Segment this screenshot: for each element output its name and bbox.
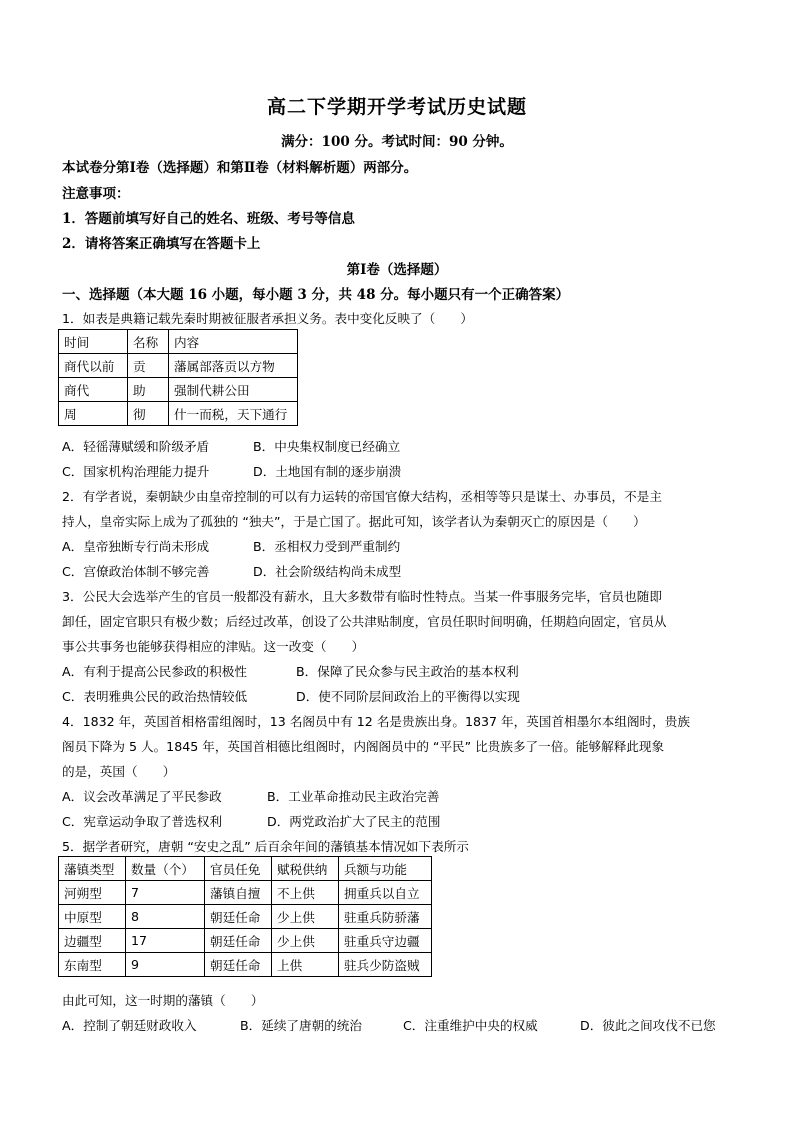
question-2-option-b: B．丞相权力受到严重制约 <box>253 539 401 554</box>
table-cell: 赋税供纳 <box>272 857 339 881</box>
table-row <box>59 881 432 905</box>
question-3-option-a: A．有利于提高公民参政的积极性 <box>62 664 247 679</box>
table-cell: 藩镇类型 <box>59 857 126 881</box>
question-4-line-2: 阁员下降为 5 人。1845 年，英国首相德比组阁时，内阁阁员中的 “平民” 比贵族多了一倍。能够解释此现象 <box>62 739 665 754</box>
table-cell: 7 <box>126 881 205 905</box>
question-1-option-d: D．土地国有制的逐步崩溃 <box>253 464 402 479</box>
question-5-stem: 5．据学者研究，唐朝 “安史之乱” 后百余年间的藩镇基本情况如下表所示 <box>62 839 469 854</box>
question-2-option-a: A．皇帝独断专行尚未形成 <box>62 539 210 554</box>
exam-title: 高二下学期开学考试历史试题 <box>266 96 527 118</box>
question-5-table <box>58 856 432 977</box>
table-row <box>59 354 298 378</box>
table-cell: 内容 <box>169 330 298 354</box>
table-cell: 名称 <box>128 330 169 354</box>
question-3-option-c: C．表明雅典公民的政治热情较低 <box>62 689 248 704</box>
table-row <box>59 905 432 929</box>
table-cell: 助 <box>128 378 169 402</box>
table-row <box>59 953 432 977</box>
question-5-option-b: B．延续了唐朝的统治 <box>240 1018 362 1033</box>
question-1-table <box>58 329 298 426</box>
table-cell: 强制代耕公田 <box>169 378 298 402</box>
table-cell: 驻重兵防骄藩 <box>339 905 432 929</box>
table-cell: 朝廷任命 <box>205 953 272 977</box>
table-cell: 官员任免 <box>205 857 272 881</box>
table-cell: 中原型 <box>59 905 126 929</box>
question-1-stem: 1．如表是典籍记载先秦时期被征服者承担义务。表中变化反映了（ ） <box>62 311 474 326</box>
question-5-conclusion: 由此可知，这一时期的藩镇（ ） <box>62 993 264 1008</box>
table-cell: 驻重兵守边疆 <box>339 929 432 953</box>
table-cell: 时间 <box>59 330 128 354</box>
table-cell: 河朔型 <box>59 881 126 905</box>
question-1-option-b: B．中央集权制度已经确立 <box>253 439 401 454</box>
question-5-option-a: A．控制了朝廷财政收入 <box>62 1018 197 1033</box>
table-cell: 藩属部落贡以方物 <box>169 354 298 378</box>
question-1-option-c: C．国家机构治理能力提升 <box>62 464 210 479</box>
question-1-option-a: A．轻徭薄赋缓和阶级矛盾 <box>62 439 210 454</box>
table-cell: 17 <box>126 929 205 953</box>
table-cell: 上供 <box>272 953 339 977</box>
table-row <box>59 402 298 426</box>
question-5-option-d: D．彼此之间攻伐不已您 <box>580 1018 716 1033</box>
exam-intro: 本试卷分第Ⅰ卷（选择题）和第Ⅱ卷（材料解析题）两部分。 <box>62 160 418 176</box>
notice-title: 注意事项： <box>62 186 130 202</box>
table-cell: 不上供 <box>272 881 339 905</box>
table-cell: 9 <box>126 953 205 977</box>
section-heading: 一、选择题（本大题 16 小题，每小题 3 分，共 48 分。每小题只有一个正确答案） <box>62 287 570 303</box>
question-3-option-d: D．使不同阶层间政治上的平衡得以实现 <box>296 689 520 704</box>
table-row <box>59 378 298 402</box>
table-cell: 商代以前 <box>59 354 128 378</box>
table-cell: 兵额与功能 <box>339 857 432 881</box>
question-4-option-a: A．议会改革满足了平民参政 <box>62 789 222 804</box>
question-4-option-d: D．两党政治扩大了民主的范围 <box>267 814 441 829</box>
table-cell: 商代 <box>59 378 128 402</box>
question-4-line-1: 4．1832 年，英国首相格雷组阁时，13 名阁员中有 12 名是贵族出身。1837 年，英国首相墨尔本组阁时，贵族 <box>62 714 690 729</box>
notice-item-2: 2．请将答案正确填写在答题卡上 <box>62 236 261 252</box>
table-cell: 彻 <box>128 402 169 426</box>
question-2-option-c: C．宫僚政治体制不够完善 <box>62 564 210 579</box>
table-cell: 什一而税，天下通行 <box>169 402 298 426</box>
table-cell: 贡 <box>128 354 169 378</box>
question-3-line-1: 3．公民大会选举产生的官员一般都没有薪水，且大多数带有临时性特点。当某一件事服务完毕，官员也随即 <box>62 589 662 604</box>
table-cell: 藩镇自擅 <box>205 881 272 905</box>
question-3-line-2: 卸任，固定官职只有极少数；后经过改革，创设了公共津贴制度，官员任职时间明确，任期趋向固定，官员从 <box>62 614 667 629</box>
table-row <box>59 929 432 953</box>
question-5-option-c: C．注重维护中央的权威 <box>403 1018 538 1033</box>
table-cell: 东南型 <box>59 953 126 977</box>
table-cell: 8 <box>126 905 205 929</box>
table-row <box>59 330 298 354</box>
table-cell: 边疆型 <box>59 929 126 953</box>
question-2-option-d: D．社会阶级结构尚未成型 <box>253 564 402 579</box>
question-4-line-3: 的是，英国（ ） <box>62 764 176 779</box>
question-2-line-2: 持人，皇帝实际上成为了孤独的 “独夫”，于是亡国了。据此可知，该学者认为秦朝灭亡的原因是（ ） <box>62 514 646 529</box>
table-row <box>59 857 432 881</box>
question-4-option-b: B．工业革命推动民主政治完善 <box>267 789 440 804</box>
table-cell: 数量（个） <box>126 857 205 881</box>
table-cell: 驻兵少防盗贼 <box>339 953 432 977</box>
score-time-info: 满分：100 分。考试时间：90 分钟。 <box>281 134 513 150</box>
table-cell: 少上供 <box>272 905 339 929</box>
table-cell: 周 <box>59 402 128 426</box>
table-cell: 拥重兵以自立 <box>339 881 432 905</box>
table-cell: 少上供 <box>272 929 339 953</box>
question-2-line-1: 2．有学者说，秦朝缺少由皇帝控制的可以有力运转的帝国官僚大结构，丞相等等只是谋士、办事员，不是主 <box>62 489 662 504</box>
table-cell: 朝廷任命 <box>205 929 272 953</box>
question-4-option-c: C．宪章运动争取了普选权利 <box>62 814 222 829</box>
question-3-option-b: B．保障了民众参与民主政治的基本权利 <box>296 664 519 679</box>
question-3-line-3: 事公共事务也能够获得相应的津贴。这一改变（ ） <box>62 639 365 654</box>
section-title: 第Ⅰ卷（选择题） <box>346 262 448 278</box>
table-cell: 朝廷任命 <box>205 905 272 929</box>
notice-item-1: 1．答题前填写好自己的姓名、班级、考号等信息 <box>62 211 355 227</box>
